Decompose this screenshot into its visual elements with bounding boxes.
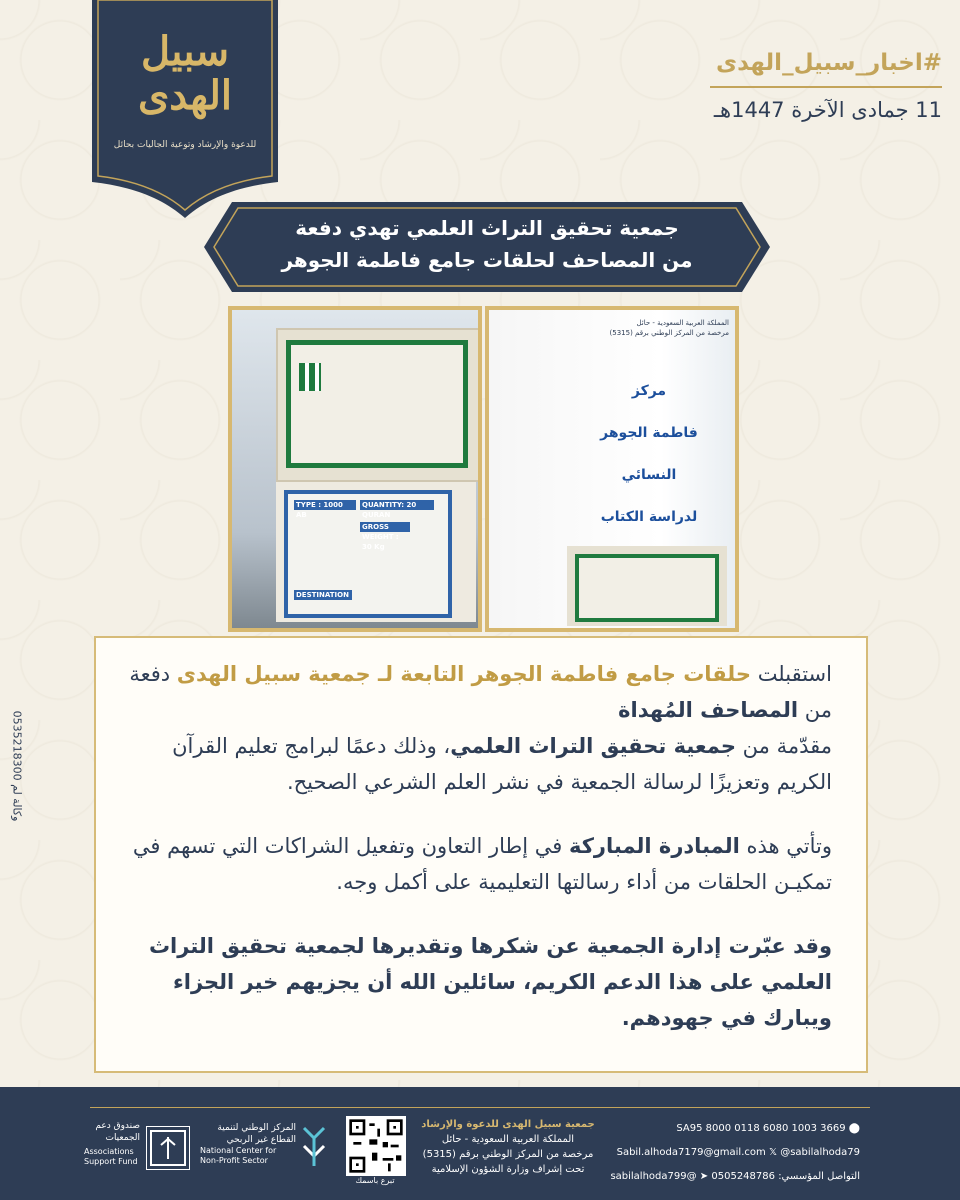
center-sign-line-2: فاطمة الجوهر النسائي — [600, 425, 698, 483]
agency-contact — [2, 636, 32, 896]
box-label-blue — [284, 490, 452, 618]
association-license: مرخصة من المركز الوطني برقم (5315) — [422, 1149, 594, 1160]
telegram-icon: ➤ — [699, 1171, 709, 1182]
text-run: وتأتي هذه — [739, 834, 832, 858]
box-type-label: TYPE : 1000 AB — [294, 500, 356, 510]
highlight-bold: المصاحف المُهداة — [618, 698, 799, 722]
footer-divider — [90, 1107, 870, 1108]
iban-row — [600, 1117, 860, 1141]
center-sign-line-1: مركز — [631, 383, 667, 399]
telegram-handle[interactable]: @sabilalhoda799 — [610, 1171, 697, 1182]
header-divider — [710, 86, 942, 88]
headline-line-2: من المصاحف لحلقات جامع فاطمة الجوهر — [281, 248, 693, 272]
footer-contacts — [600, 1117, 860, 1189]
highlight-bold: المبادرة المباركة — [568, 834, 740, 858]
logo-text: سبيل الهدى — [137, 28, 233, 119]
phone-number[interactable]: 0505248786 — [711, 1171, 775, 1182]
quran-box-green — [567, 546, 727, 626]
paragraph-2 — [122, 828, 832, 900]
news-hashtag: #اخبار_سبيل_الهدى — [716, 50, 942, 76]
bank-icon: ⬤ — [845, 1123, 860, 1134]
poster-header — [579, 318, 729, 338]
box-destination-label: DESTINATION — [294, 590, 352, 600]
highlight-bold: جمعية تحقيق التراث العلمي — [450, 734, 736, 758]
agency-contact-text: وكالة لم 0535218300 — [10, 710, 24, 822]
ncnp-name-en: National Center for Non-Profit Sector — [200, 1146, 277, 1165]
poster-header-line: المملكة العربية السعودية - حائل — [636, 319, 729, 327]
headline-line-1: جمعية تحقيق التراث العلمي تهدي دفعة — [295, 216, 679, 240]
box-quantity-label: QUANTITY: 20 QURAN — [360, 500, 434, 510]
asf-logo-icon — [146, 1126, 190, 1170]
highlight-gold: حلقات جامع فاطمة الجوهر التابعة لـ جمعية سبيل الهدى — [176, 662, 752, 686]
box-label-green — [286, 340, 468, 468]
text-run: دفعة من — [129, 662, 832, 722]
qr-caption: تبرع باسمك — [355, 1176, 395, 1185]
paragraph-3: وقد عبّرت إدارة الجمعية عن شكرها وتقديرها لجمعية تحقيق التراث العلمي على هذا الدعم الكريم، سائلين الله أن يجزيهم خير الجزاء ويبارك في جهودهم. — [148, 934, 832, 1030]
email[interactable]: Sabil.alhoda7179@gmail.com — [616, 1147, 766, 1158]
x-handle[interactable]: @sabilalhoda79 — [780, 1147, 860, 1158]
email-x-row — [600, 1141, 860, 1165]
article-body — [122, 656, 832, 1064]
text-run: مقدّمة من — [736, 734, 832, 758]
text-run: ، وذلك دعمًا لبرامج تعليم القرآن الكريم وتعزيزًا لرسالة الجمعية في نشر العلم الشرعي الصحيح. — [172, 734, 832, 794]
association-supervision: تحت إشراف وزارة الشؤون الإسلامية — [431, 1164, 585, 1175]
photo-center-sign — [485, 306, 739, 632]
phone-label: التواصل المؤسسي: — [778, 1171, 860, 1182]
quran-box-green — [276, 328, 480, 482]
headline — [250, 212, 724, 276]
ncnp-logo-icon — [300, 1122, 328, 1168]
phone-telegram-row — [600, 1165, 860, 1189]
post-date: 11 جمادى الآخرة 1447هـ — [713, 98, 942, 122]
asf-name-ar: صندوق دعم الجمعيات — [95, 1121, 140, 1143]
text-run: استقبلت — [751, 662, 832, 686]
quran-box-blue — [276, 482, 476, 622]
association-country: المملكة العربية السعودية - حائل — [441, 1134, 575, 1145]
flag-stripes — [299, 363, 321, 391]
text-run: في إطار التعاون وتفعيل الشراكات التي تسهم في تمكيـن الحلقات من أداء رسالتها التعليمية على أكمل وجه. — [132, 834, 832, 894]
box-weight-label: GROSS WEIGHT : 30 Kg — [360, 522, 410, 532]
donation-qr-code[interactable] — [346, 1116, 406, 1176]
center-sign-line-3: لدراسة الكتاب — [600, 509, 698, 525]
paragraph-1 — [122, 656, 832, 800]
association-name: جمعية سبيل الهدى للدعوة والإرشاد — [421, 1119, 595, 1130]
logo-tagline: للدعوة والإرشاد وتوعية الجاليات بحائل — [113, 140, 257, 150]
association-info — [410, 1117, 606, 1177]
x-icon: 𝕏 — [768, 1147, 777, 1158]
poster-header-line: مرخصة من المركز الوطني برقم (5315) — [609, 329, 729, 337]
box-label-green — [575, 554, 719, 622]
iban[interactable]: SA95 8000 0118 6080 1003 3669 — [676, 1123, 846, 1134]
photo-quran-boxes — [228, 306, 482, 632]
asf-name-en: Associations Support Fund — [84, 1147, 138, 1166]
ncnp-name-ar: المركز الوطني لتنمية القطاع غير الربحي — [217, 1123, 296, 1145]
